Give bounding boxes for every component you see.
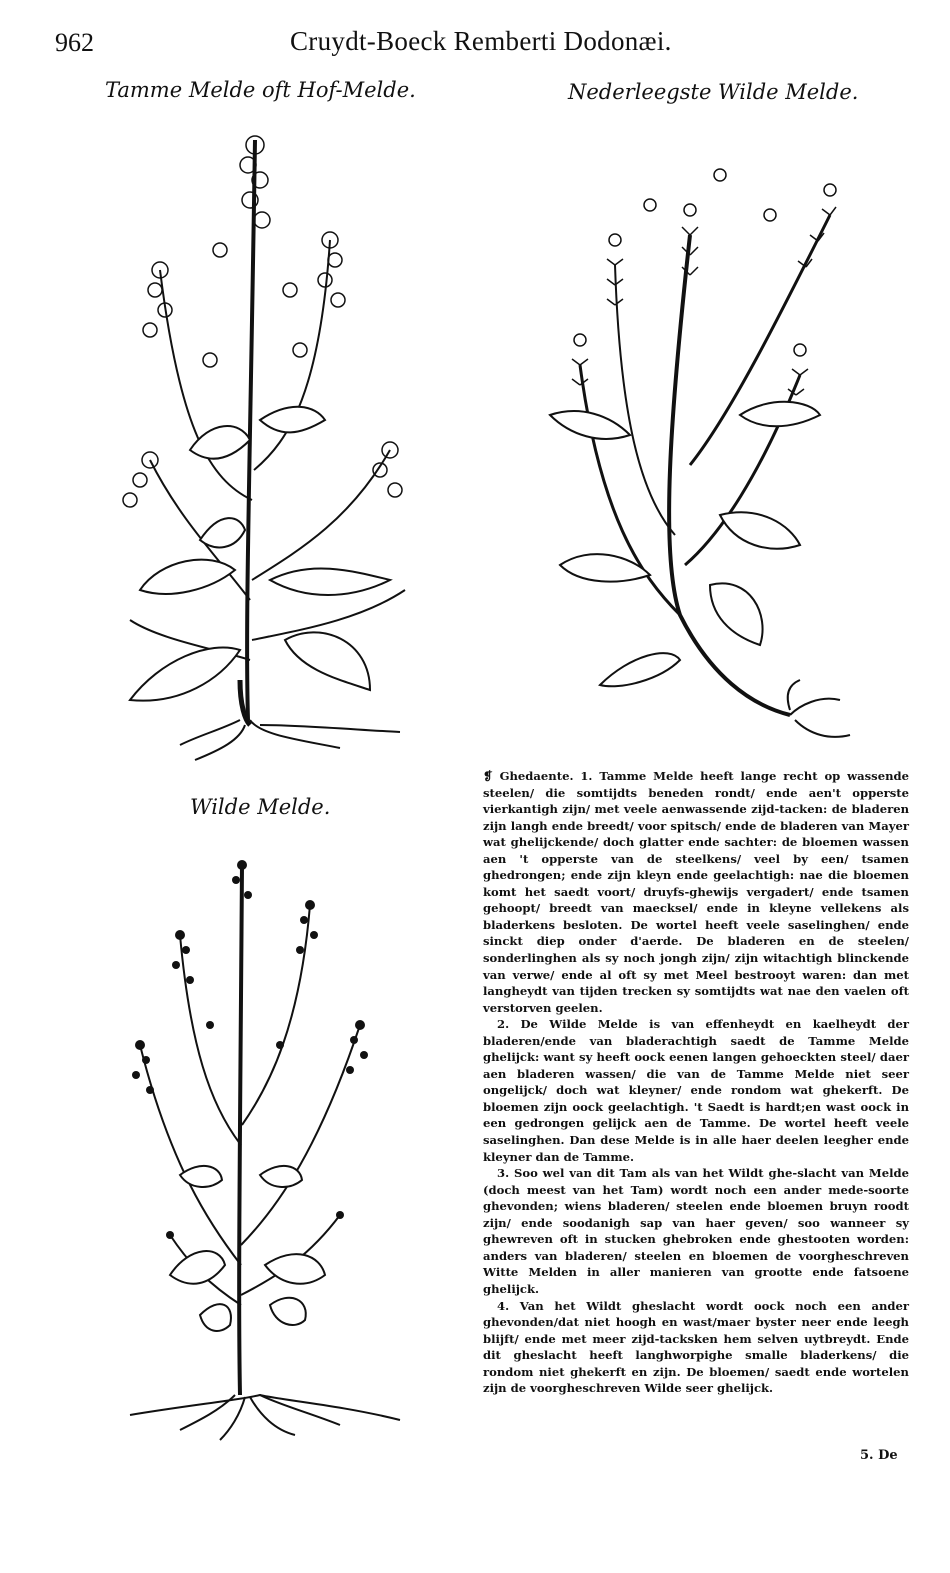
running-head: Cruydt-Boeck Remberti Dodonæi. <box>290 26 672 56</box>
paragraph-2: 2. De Wilde Melde is van effenheydt en kaelheydt der bladeren/ende van bladerachtigh saedt de Tamme Melde ghelijck: want sy heeft oock eenen langen gehoeckten steel/ daer aen bladeren wassen/ die van de Tamme Melde niet seer ongelijck/ doch wat kleyner/ ende rondom wat ghekerft. De bloemen zijn oock geelachtigh. 't Saedt is hardt;en wast oock in een gedrongen gelijck aen de Tamme. De wortel heeft veele saselinghen. Dan dese Melde is in alle haer deelen leegher ende kleyner dan de Tamme. <box>483 1017 909 1164</box>
caption-nederleegste-wilde-melde: Nederleegste Wilde Melde. <box>568 80 859 104</box>
paragraph-4: 4. Van het Wildt gheslacht wordt oock noch een ander ghevonden/dat niet hoogh en wast/maer byster neer ende leegh blijft/ ende met meer zijd-tacksken hem selven uytbreydt. Ende dit gheslacht heeft langhworpighe smalle bladerkens/ die rondom niet ghekerft en zijn. De bloemen/ saedt ende wortelen zijn de voorgheschreven Wilde seer ghelijck. <box>483 1298 909 1396</box>
paragraph-3: 3. Soo wel van dit Tam als van het Wildt ghe-slacht van Melde (doch meest van het Tam) wordt noch een ander mede-soorte ghevonden; wiens bladeren/ steelen ende bloemen bruyn roodt zijn/ ende soodanigh sap van haer geven/ soo wanneer sy ghewreven oft in stucken ghebroken ende ghestooten worden: anders van bladeren/ steelen en bloemen de voorgheschreven Witte Melden in aller manieren van grootte ende fatsoene ghelijck. <box>483 1166 909 1296</box>
page-number: 962 <box>55 28 94 57</box>
woodcut-nederleegste-wilde-melde <box>520 115 870 755</box>
description-text <box>483 768 909 1397</box>
paragraph-1: ❡ Ghedaente. 1. Tamme Melde heeft lange recht op wassende steelen/ die somtijdts beneden rondt/ ende aen't opperste vierkantigh zijn/ met veele aenwassende zijd-tacken: de bladeren zijn langh ende breedt/ voor spitsch/ ende de bladeren van Mayer wat ghelijckende/ doch glatter ende sachter: de bloemen wassen aen 't opperste van de steelkens/ veel by een/ tsamen ghedrongen; ende zijn kleyn ende geelachtigh: nae die bloemen komt het saedt voort/ druyfs-ghewijs vergadert/ ende tsamen gehoopt/ breedt van maecksel/ ende in kleyne vellekens als bladerkens besloten. De wortel heeft veele saselinghen/ ende sinckt diep onder d'aerde. De bladeren en de steelen/ sonderlinghen als sy noch jongh zijn/ zijn witachtigh blinckende van verwe/ ende al oft sy met Meel bestrooyt waren: dan met langheydt van tijden trecken sy somtijdts wat nae den vaelen oft verstorven geelen. <box>483 769 909 1015</box>
catchword: 5. De <box>860 1448 898 1463</box>
woodcut-wilde-melde <box>110 845 410 1445</box>
caption-tamme-melde: Tamme Melde oft Hof-Melde. <box>105 78 416 102</box>
caption-wilde-melde: Wilde Melde. <box>190 795 331 819</box>
woodcut-tamme-melde <box>100 120 430 770</box>
